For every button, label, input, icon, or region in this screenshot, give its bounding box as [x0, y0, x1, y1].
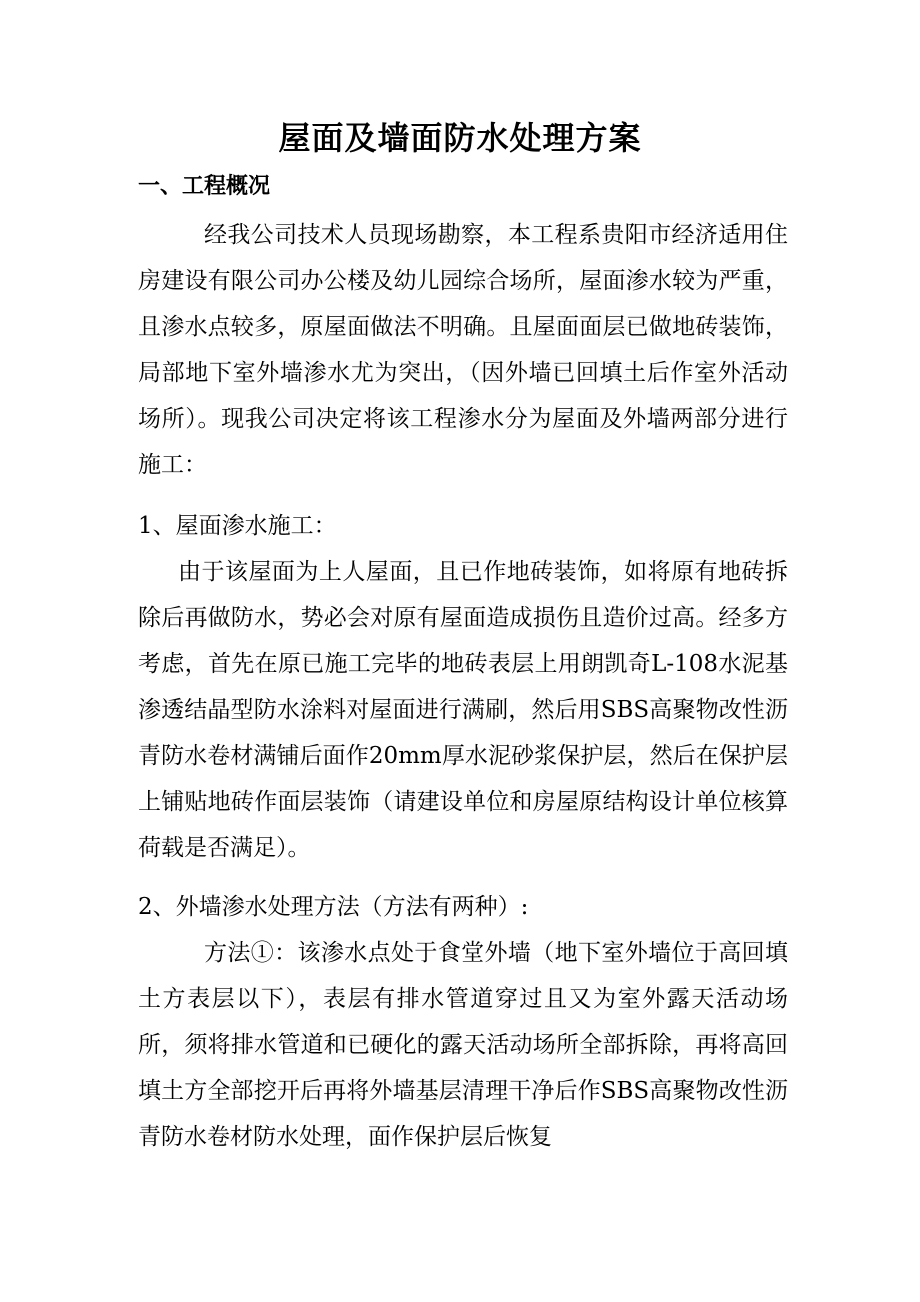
roof-leak-heading: 1、屋面渗水施工：	[138, 513, 337, 539]
wall-leak-heading: 2、外墙渗水处理方法（方法有两种）:	[138, 894, 529, 920]
roof-leak-paragraph: 由于该屋面为上人屋面，且已作地砖装饰，如将原有地砖拆除后再做防水，势必会对原有屋面造成损伤且造价过高。经多方考虑，首先在原已施工完毕的地砖表层上用朗凯奇L-108水泥基渗透结晶型防水涂料对屋面进行满刷，然后用SBS高聚物改性沥青防水卷材满铺后面作20mm厚水泥砂浆保护层，然后在保护层上铺贴地砖作面层装饰（请建设单位和房屋原结构设计单位核算荷载是否满足）。	[138, 559, 788, 861]
section-heading-overview: 一、工程概况	[138, 173, 271, 199]
overview-paragraph: 经我公司技术人员现场勘察，本工程系贵阳市经济适用住房建设有限公司办公楼及幼儿园综合场所，屋面渗水较为严重，且渗水点较多，原屋面做法不明确。且屋面面层已做地砖装饰，局部地下室外墙渗水尤为突出，（因外墙已回填土后作室外活动场所）。现我公司决定将该工程渗水分为屋面及外墙两部分进行施工：	[138, 222, 788, 478]
document-title: 屋面及墙面防水处理方案	[278, 119, 642, 157]
wall-leak-method-paragraph: 方法①：该渗水点处于食堂外墙（地下室外墙位于高回填土方表层以下），表层有排水管道穿过且又为室外露天活动场所，须将排水管道和已硬化的露天活动场所全部拆除，再将高回填土方全部挖开后再将外墙基层清理干净后作SBS高聚物改性沥青防水卷材防水处理，面作保护层后恢复	[138, 940, 788, 1150]
